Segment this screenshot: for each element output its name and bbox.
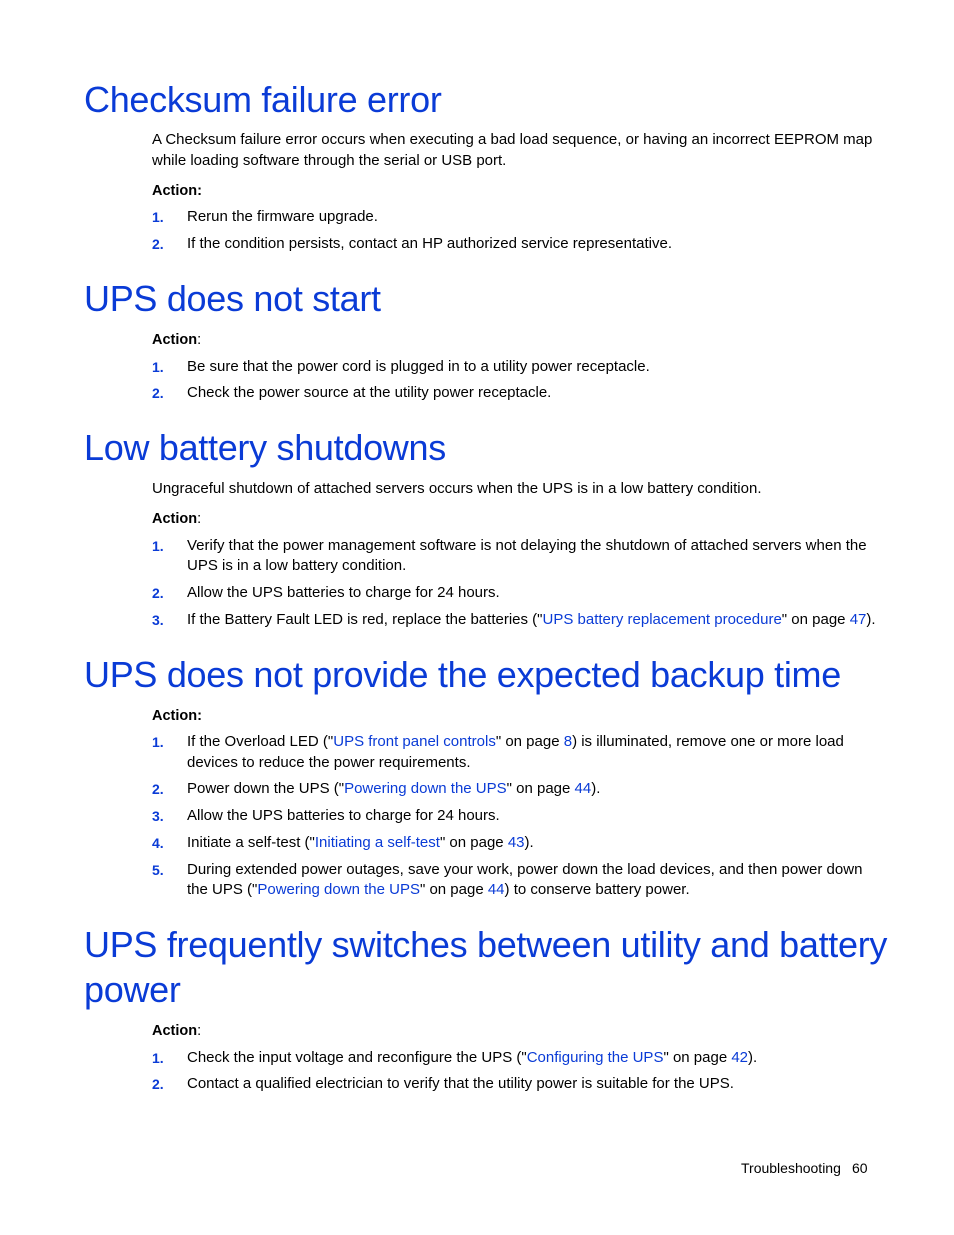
list-item: If the condition persists, contact an HP authorized service representative.	[187, 235, 672, 252]
list-item: Initiate a self-test ("Initiating a self-test" on page 43).	[187, 834, 534, 851]
link-page-44[interactable]: 44	[487, 881, 505, 898]
list-number: 2.	[152, 385, 164, 401]
list-number: 3.	[152, 612, 164, 628]
list-number: 3.	[152, 808, 164, 824]
link-powering-down-the-ups[interactable]: Powering down the UPS	[344, 780, 507, 797]
action-label: Action:	[152, 708, 202, 724]
link-page-47[interactable]: 47	[849, 611, 867, 628]
link-ups-battery-replacement[interactable]: UPS battery replacement procedure	[542, 611, 782, 628]
list-number: 5.	[152, 862, 164, 878]
footer-page-number: 60	[852, 1160, 868, 1176]
list-number: 2.	[152, 585, 164, 601]
list-number: 1.	[152, 359, 164, 375]
action-label: Action:	[152, 511, 202, 527]
list-number: 1.	[152, 538, 164, 554]
link-page-42[interactable]: 42	[731, 1049, 749, 1066]
list-number: 1.	[152, 209, 164, 225]
list-item: If the Overload LED ("UPS front panel controls" on page 8) is illuminated, remove one or more load	[187, 733, 844, 750]
action-label: Action:	[152, 332, 202, 348]
action-label: Action:	[152, 183, 202, 199]
list-item: Power down the UPS ("Powering down the UPS" on page 44).	[187, 780, 601, 797]
heading-frequently-switches-continuation: power	[84, 969, 181, 1010]
list-item: Check the power source at the utility power receptacle.	[187, 384, 552, 401]
list-item: Allow the UPS batteries to charge for 24 hours.	[187, 807, 500, 824]
list-number: 1.	[152, 734, 164, 750]
paragraph: while loading software through the serial or USB port.	[152, 152, 507, 169]
list-number: 2.	[152, 781, 164, 797]
list-item-continuation: UPS is in a low battery condition.	[187, 557, 407, 574]
paragraph: A Checksum failure error occurs when executing a bad load sequence, or having an incorrect EEPROM map	[152, 131, 873, 148]
link-powering-down-the-ups[interactable]: Powering down the UPS	[257, 881, 420, 898]
heading-checksum-failure: Checksum failure error	[84, 79, 442, 120]
heading-low-battery-shutdowns: Low battery shutdowns	[84, 427, 446, 468]
link-ups-front-panel-controls[interactable]: UPS front panel controls	[333, 733, 496, 750]
link-initiating-a-self-test[interactable]: Initiating a self-test	[314, 834, 440, 851]
list-number: 2.	[152, 1076, 164, 1092]
heading-frequently-switches: UPS frequently switches between utility and battery	[84, 924, 888, 965]
link-page-44[interactable]: 44	[574, 780, 592, 797]
link-configuring-the-ups[interactable]: Configuring the UPS	[526, 1049, 664, 1066]
action-label: Action:	[152, 1023, 202, 1039]
list-item-continuation: the UPS ("Powering down the UPS" on page 44) to conserve battery power.	[187, 881, 690, 898]
heading-expected-backup-time: UPS does not provide the expected backup time	[84, 654, 841, 695]
link-page-43[interactable]: 43	[507, 834, 525, 851]
heading-ups-does-not-start: UPS does not start	[84, 278, 381, 319]
list-number: 2.	[152, 236, 164, 252]
list-item: Check the input voltage and reconfigure the UPS ("Configuring the UPS" on page 42).	[187, 1049, 758, 1066]
list-item: If the Battery Fault LED is red, replace the batteries ("UPS battery replacement procedure" on page 47).	[187, 611, 876, 628]
list-item-continuation: devices to reduce the power requirements.	[187, 754, 471, 771]
list-number: 1.	[152, 1050, 164, 1066]
list-number: 4.	[152, 835, 164, 851]
list-item: Verify that the power management software is not delaying the shutdown of attached servers when the	[187, 537, 867, 554]
paragraph: Ungraceful shutdown of attached servers occurs when the UPS is in a low battery condition.	[152, 480, 762, 497]
list-item: During extended power outages, save your work, power down the load devices, and then power down	[187, 861, 863, 878]
link-page-8[interactable]: 8	[563, 733, 573, 750]
list-item: Rerun the firmware upgrade.	[187, 208, 378, 225]
footer-section-name: Troubleshooting	[741, 1160, 841, 1176]
list-item: Allow the UPS batteries to charge for 24 hours.	[187, 584, 500, 601]
list-item: Contact a qualified electrician to verify that the utility power is suitable for the UPS.	[187, 1075, 734, 1092]
list-item: Be sure that the power cord is plugged in to a utility power receptacle.	[187, 358, 650, 375]
